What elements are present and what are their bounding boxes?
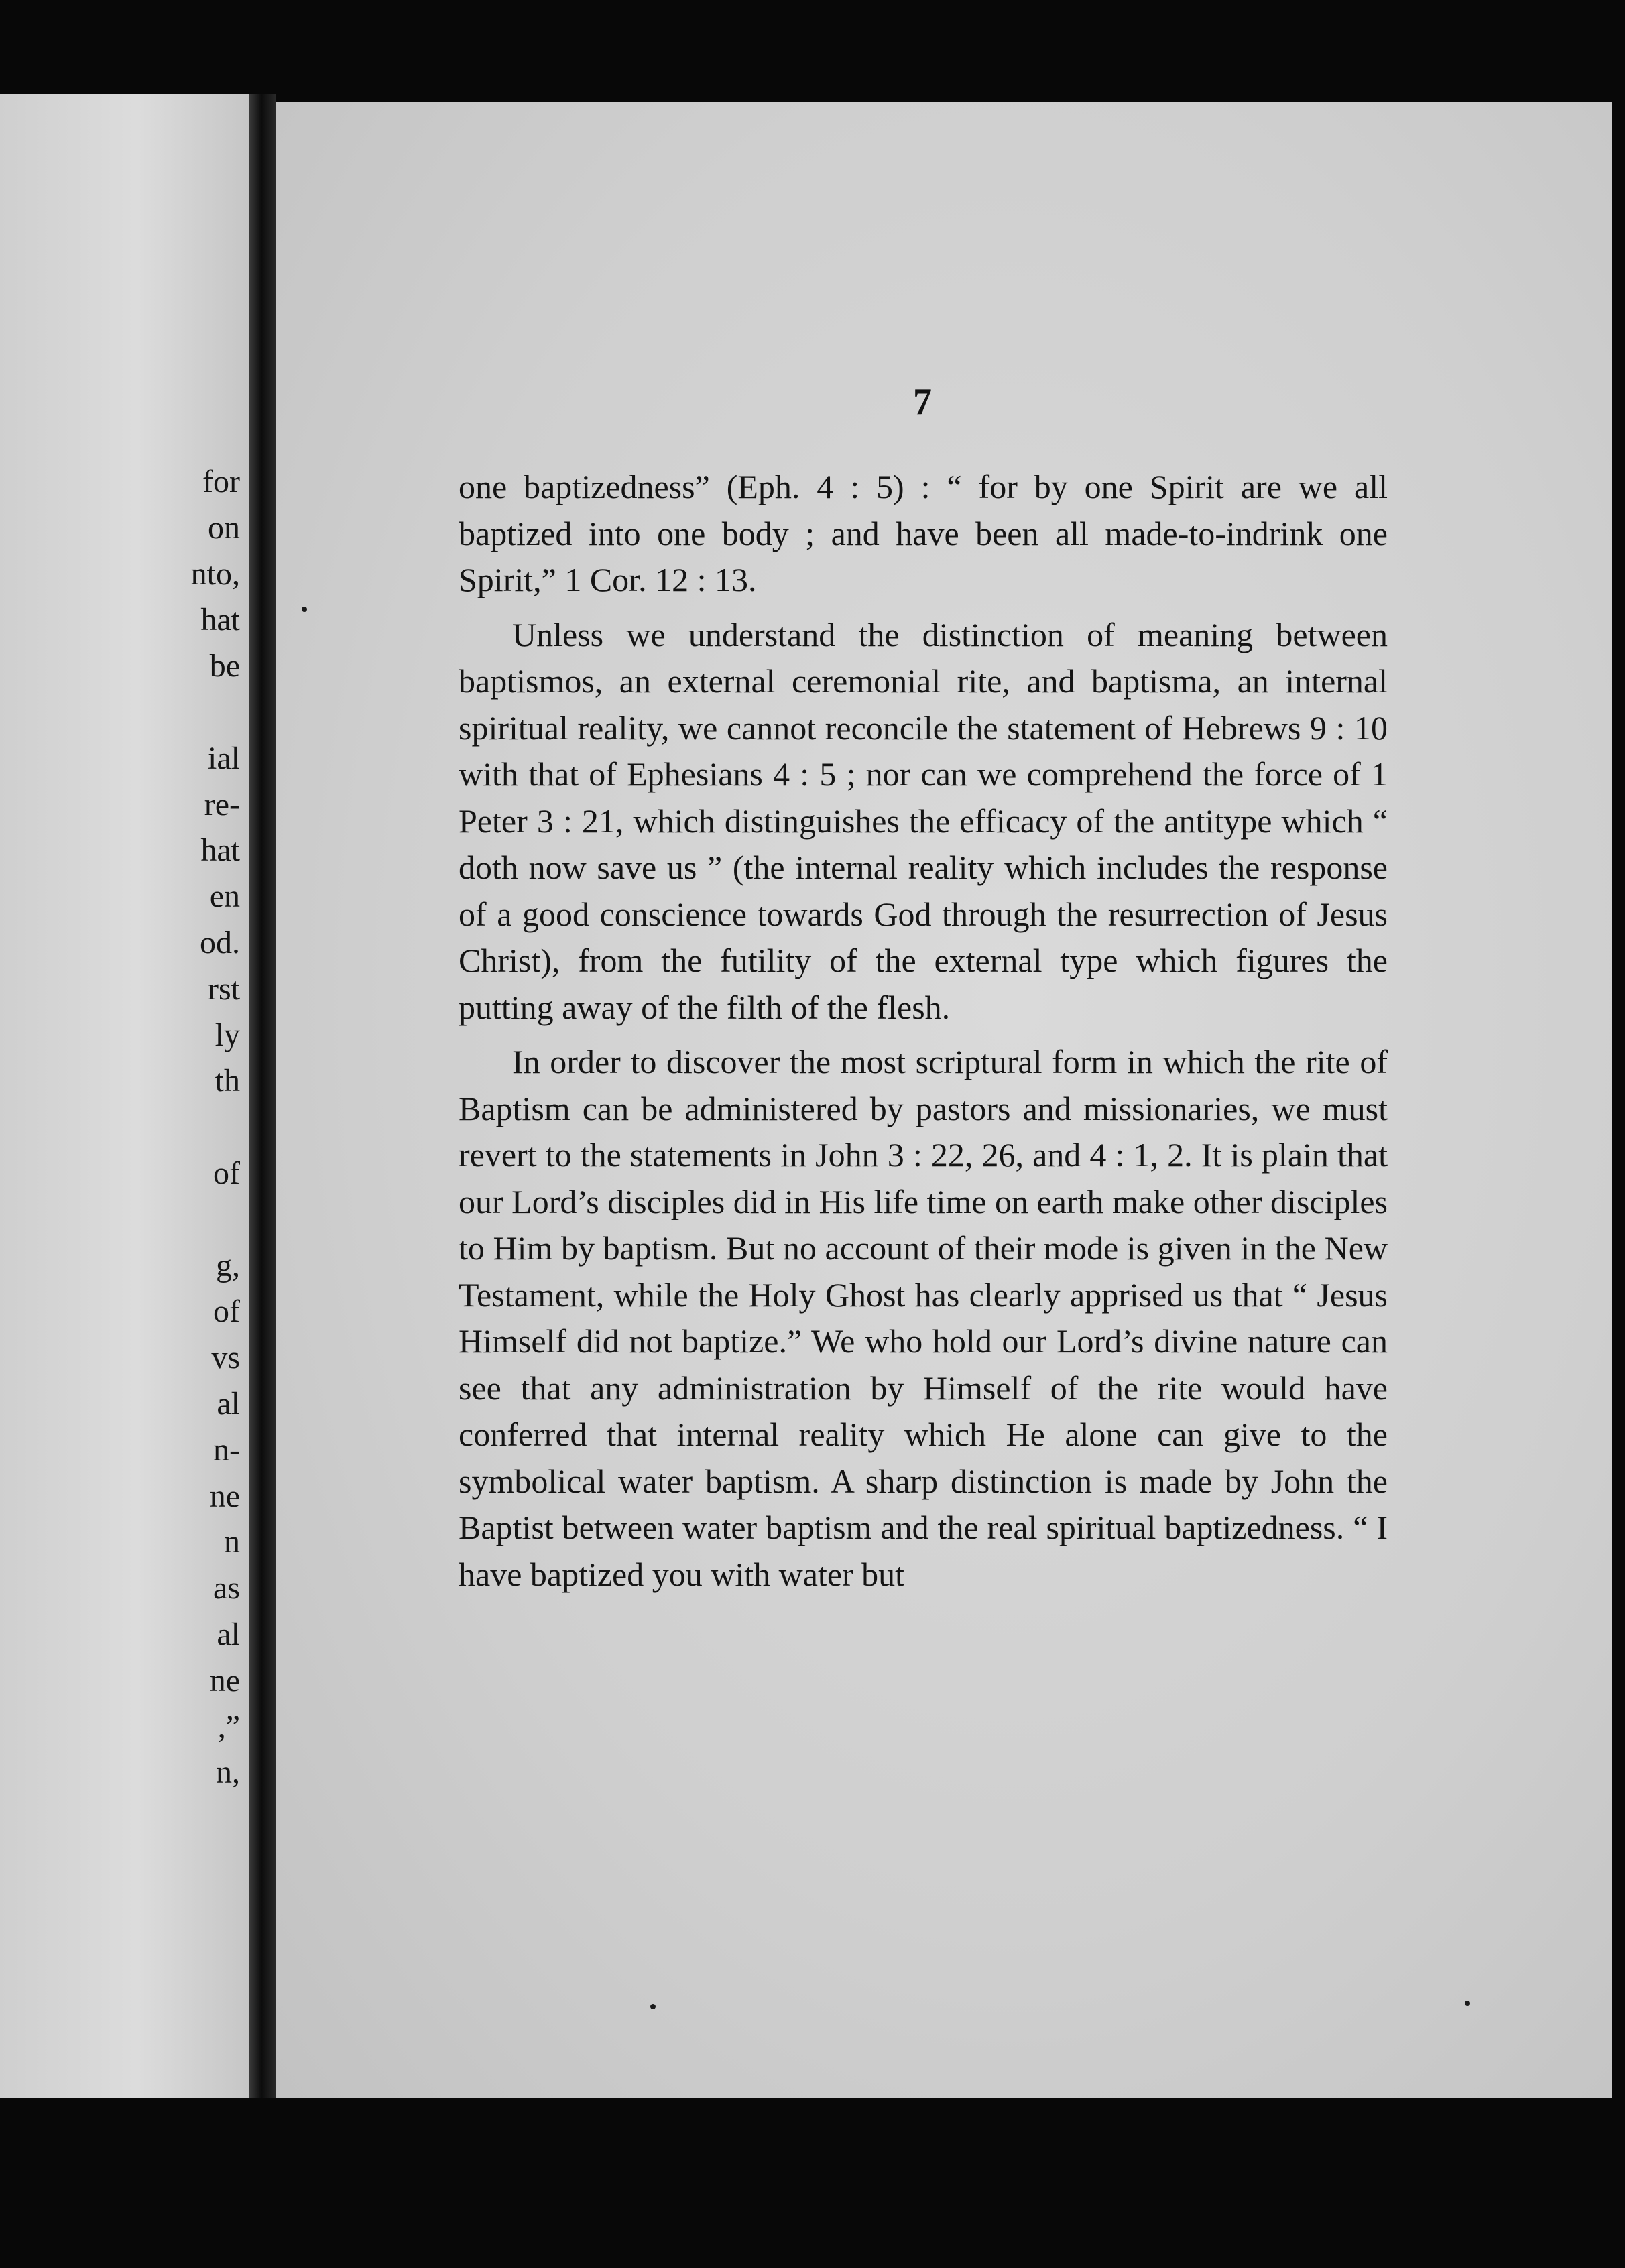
line-ending: th xyxy=(215,1063,240,1099)
line-ending: od. xyxy=(200,924,240,960)
line-ending: ,” xyxy=(217,1708,240,1745)
paragraph: Unless we understand the distinction of meaning between baptismos, an external ceremonial rite, and baptisma, an internal spiritual reality, we cannot reconcile the statement of Hebrews 9 : 10 with that of Ephesians 4 : 5 ; nor can we comprehend the force of 1 Peter 3 : 21, which distinguishes the efficacy of the antitype which “ doth now save us ” (the internal reality which includes the response of a good conscience towards God through the resurrection of Jesus Christ), from the futility of the external type which figures the putting away of the filth of the flesh. xyxy=(459,615,1388,1026)
book-gutter xyxy=(249,94,276,2098)
line-ending: on xyxy=(208,509,240,546)
line-ending: al xyxy=(217,1616,240,1652)
line-ending: n- xyxy=(213,1432,240,1468)
line-ending: rst xyxy=(208,970,240,1007)
previous-page-line-endings xyxy=(106,459,240,1796)
dust-speck xyxy=(302,607,307,612)
line-ending: vs xyxy=(211,1340,240,1376)
line-ending: nto, xyxy=(190,556,240,592)
line-ending: al xyxy=(217,1385,240,1422)
line-ending: of xyxy=(213,1155,240,1191)
line-ending: n, xyxy=(216,1755,240,1791)
previous-page-fragment xyxy=(0,94,249,2098)
paragraph: In order to discover the most scriptural form in which the rite of Baptism can be administered by pastors and missionaries, we must revert to the statements in John 3 : 22, 26, and 4 : 1, 2. It is plain that our Lord’s disciples did in His life time on earth make other disciples to Him by baptism. But no account of their mode is given in the New Testament, while the Holy Ghost has clearly apprised us that “ Jesus Himself did not baptize.” We who hold our Lord’s divine nature can see that any administration by Himself of the rite would have conferred that internal reality which He alone can give to the symbolical water baptism. A sharp distinction is made by John the Baptist between water baptism and the real spiritual baptizedness. “ I have baptized you with water but xyxy=(459,1043,1388,1593)
line-ending: ne xyxy=(209,1662,240,1698)
line-ending: en xyxy=(209,879,240,915)
page-body xyxy=(459,464,1388,1606)
page-number: 7 xyxy=(913,381,932,423)
line-ending xyxy=(106,1197,240,1243)
line-ending: ne xyxy=(209,1478,240,1514)
line-ending: hat xyxy=(200,602,240,638)
line-ending: g, xyxy=(216,1247,240,1283)
line-ending xyxy=(106,690,240,736)
line-ending: of xyxy=(213,1294,240,1330)
line-ending: hat xyxy=(200,832,240,869)
paragraph: one baptizedness” (Eph. 4 : 5) : “ for by one Spirit are we all baptized into one body ; and have been all made-to-indrink one Spirit,” 1 Cor. 12 : 13. xyxy=(459,468,1388,598)
dust-speck xyxy=(1465,2001,1470,2006)
line-ending: ly xyxy=(215,1017,240,1053)
dust-speck xyxy=(650,2004,656,2009)
line-ending: as xyxy=(213,1570,240,1606)
line-ending: re- xyxy=(204,786,240,822)
line-ending: be xyxy=(209,648,240,684)
line-ending: ial xyxy=(208,740,240,776)
line-ending: for xyxy=(202,464,240,499)
line-ending: n xyxy=(224,1524,240,1560)
line-ending xyxy=(106,1105,240,1151)
